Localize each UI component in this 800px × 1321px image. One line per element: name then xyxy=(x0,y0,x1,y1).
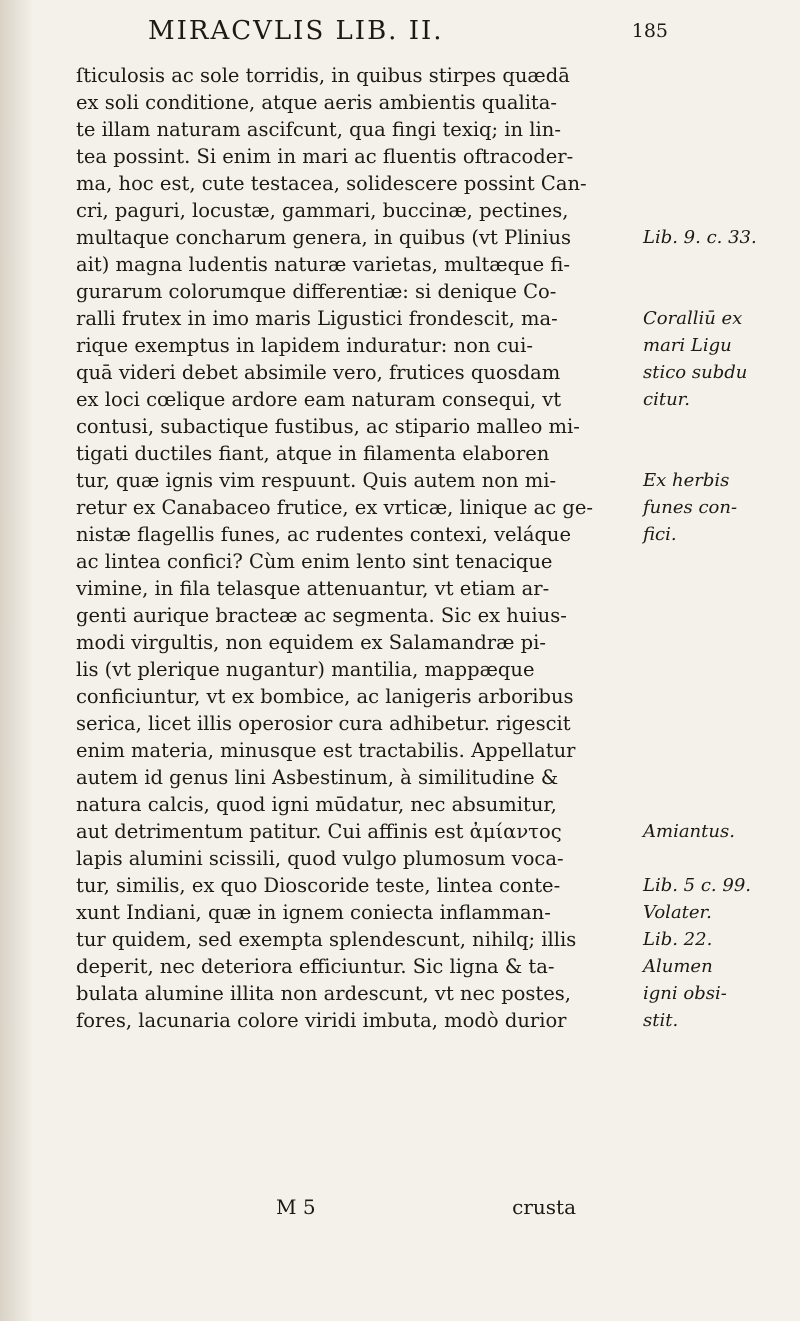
margin-note: Lib. 22. xyxy=(643,929,713,950)
text-line: ralli frutex in imo maris Ligustici frondescit, ma- xyxy=(76,307,558,330)
text-line: tur, similis, ex quo Dioscoride teste, lintea conte- xyxy=(76,874,561,897)
text-line: tur quidem, sed exempta splendescunt, nihilq; illis xyxy=(76,928,577,951)
text-line: serica, licet illis operosior cura adhibetur. rigescit xyxy=(76,712,571,735)
text-line: genti aurique bracteæ ac segmenta. Sic ex huius- xyxy=(76,604,567,627)
text-line: xunt Indiani, quæ in ignem coniecta inflamman- xyxy=(76,901,551,924)
text-line: ex soli conditione, atque aeris ambientis qualita- xyxy=(76,91,557,114)
margin-note: stico subdu xyxy=(643,362,748,383)
page-footer xyxy=(76,1195,636,1225)
text-line: ac lintea confici? Cùm enim lento sint tenacique xyxy=(76,550,553,573)
margin-note: fici. xyxy=(643,524,677,545)
text-line: lapis alumini scissili, quod vulgo plumosum voca- xyxy=(76,847,564,870)
page-number: 185 xyxy=(631,20,668,42)
text-line: modi virgultis, non equidem ex Salamandræ pi- xyxy=(76,631,546,654)
text-line: fores, lacunaria colore viridi imbuta, modò durior xyxy=(76,1009,567,1032)
text-line: retur ex Canabaceo frutice, ex vrticæ, linique ac ge- xyxy=(76,496,593,519)
margin-note: Ex herbis xyxy=(643,470,730,491)
text-line: te illam naturam ascifcunt, qua fingi texiq; in lin- xyxy=(76,118,561,141)
main-text-block xyxy=(76,62,636,1034)
text-line: ait) magna ludentis naturæ varietas, multæque fi- xyxy=(76,253,571,276)
text-line: vimine, in fila telasque attenuantur, vt etiam ar- xyxy=(76,577,550,600)
text-line: bulata alumine illita non ardescunt, vt nec postes, xyxy=(76,982,572,1005)
text-line: conficiuntur, vt ex bombice, ac lanigeris arboribus xyxy=(76,685,574,708)
margin-note: mari Ligu xyxy=(643,335,732,356)
margin-note: Lib. 9. c. 33. xyxy=(643,227,757,248)
margin-note: funes con- xyxy=(643,497,738,518)
text-line: cri, paguri, locustæ, gammari, buccinæ, pectines, xyxy=(76,199,569,222)
text-line: autem id genus lini Asbestinum, à similitudine & xyxy=(76,766,559,789)
text-line: aut detrimentum patitur. Cui affinis est ἀμίαντος xyxy=(76,820,562,843)
margin-note: Volater. xyxy=(643,902,712,923)
gutter-shadow xyxy=(0,0,34,1321)
margin-note: igni obsi- xyxy=(643,983,727,1004)
margin-note: citur. xyxy=(643,389,691,410)
text-line: natura calcis, quod igni mūdatur, nec absumitur, xyxy=(76,793,557,816)
text-line: multaque concharum genera, in quibus (vt Plinius xyxy=(76,226,572,249)
signature-mark: M 5 xyxy=(276,1195,316,1219)
text-line: ex loci cœlique ardore eam naturam consequi, vt xyxy=(76,388,562,411)
text-line: enim materia, minusque est tractabilis. Appellatur xyxy=(76,739,576,762)
text-line: deperit, nec deteriora efficiuntur. Sic ligna & ta- xyxy=(76,955,555,978)
text-line: lis (vt plerique nugantur) mantilia, mappæque xyxy=(76,658,535,681)
text-line: tigati ductiles fiant, atque in filamenta elaboren xyxy=(76,442,550,465)
running-head xyxy=(148,16,668,50)
text-line: gurarum colorumque differentiæ: si denique Co- xyxy=(76,280,557,303)
margin-note: Lib. 5 c. 99. xyxy=(643,875,751,896)
catchword: crusta xyxy=(512,1195,576,1219)
text-line: quā videri debet absimile vero, frutices quosdam xyxy=(76,361,561,384)
text-line: nistæ flagellis funes, ac rudentes contexi, veláque xyxy=(76,523,572,546)
text-line: contusi, subactique fustibus, ac stipario malleo mi- xyxy=(76,415,580,438)
running-title: MIRACVLIS LIB. II. xyxy=(148,16,444,46)
margin-note: Amiantus. xyxy=(643,821,735,842)
text-line: tea possint. Si enim in mari ac fluentis oftracoder- xyxy=(76,145,574,168)
text-line: tur, quæ ignis vim respuunt. Quis autem non mi- xyxy=(76,469,557,492)
margin-note: Alumen xyxy=(643,956,713,977)
margin-note: stit. xyxy=(643,1010,679,1031)
margin-note: Coralliū ex xyxy=(643,308,743,329)
text-line: rique exemptus in lapidem induratur: non cui- xyxy=(76,334,533,357)
text-line: ma, hoc est, cute testacea, solidescere possint Can- xyxy=(76,172,587,195)
text-line: ſticulosis ac sole torridis, in quibus stirpes quædā xyxy=(76,64,570,87)
